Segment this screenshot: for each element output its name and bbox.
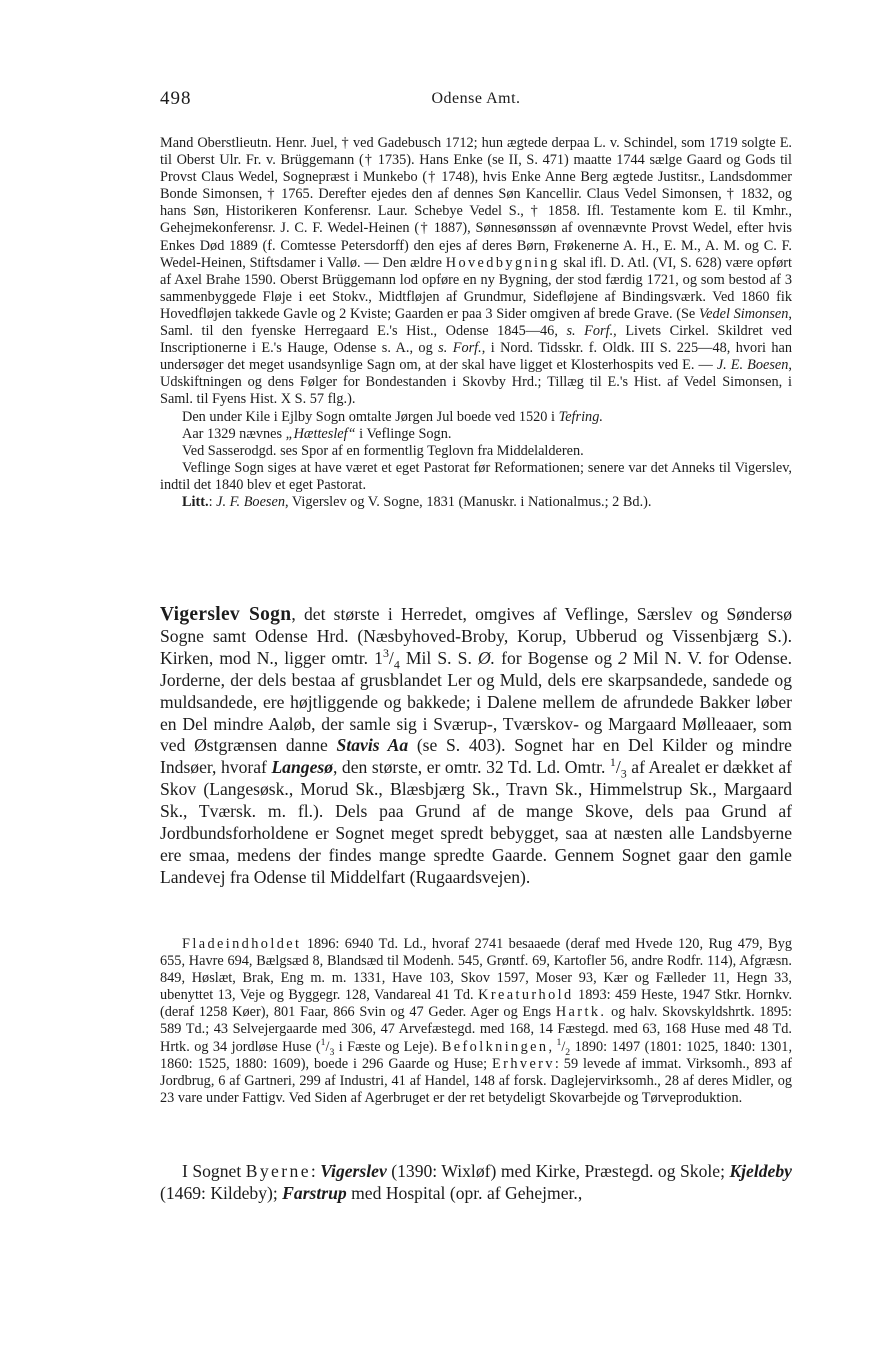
text-run: 1896: 6940 Td. Ld., hvoraf 2741 besaaede (deraf med Hvede 120, Rug 479, Byg 655, Havre 694, Bælgsæd 8, Blandsæd til Modenh. 545, Grøntf. 69, Kartofler 56, andre Rodfr. 114), Afgræsn. 849, Høslæt, Brak, Eng m. m. 1331, Have 103, Skov 1597, Moser 93, Kær og Fælleder 11, Hegn 33, ubenyttet 13, Veje og Byggegr. 128, Vandareal 41 Td.: [160, 936, 792, 1004]
text-run: , i Nord. Tidsskr. f. Oldk. III S. 225—48, hvori han undersøger det meget usandsynlige Sagn om, at der skal have ligget et Klosterhospits ved E. —: [160, 340, 792, 374]
text-run: :: [208, 493, 213, 510]
top-notes-section: [160, 135, 792, 511]
text-run: , Saml. til den fyenske Herregaard E.'s Hist., Odense 1845—46,: [160, 305, 792, 340]
literature-note: [160, 494, 792, 511]
text-run: ,: [548, 1038, 553, 1055]
text-run: 1893: 459 Heste, 1947 Stkr. Hornkv. (deraf 1258 Køer), 801 Faar, 866 Svin og 47 Geder. Ager og Engs: [160, 987, 793, 1021]
fraction-numerator: 1: [556, 1036, 562, 1048]
fraction-numerator: 1: [609, 755, 616, 770]
author-name: J. F. Boesen: [216, 493, 285, 510]
text-run: , Vigerslev og V. Sogne, 1831 (Manuskr. i Nationalmus.; 2 Bd.).: [285, 493, 652, 510]
author-name: J. E. Boesen: [716, 357, 789, 374]
text-run: i Fæste og Leje).: [338, 1038, 438, 1055]
distance-number: 2: [618, 647, 627, 668]
text-run: Mil S. S.: [405, 647, 472, 668]
section-heading: Vigerslev Sogn: [160, 604, 292, 625]
text-run: Mil N. V. for Odense. Jorderne, der dels bestaa af grusblandet Ler og Muld, dels ere skarpsandede, sandede og muldsandede, ere højtliggende og bakkede; i Dalene mellem de afrundede Bakker løber en Del mindre Aaløb, der samle sig i Sværup-, Tværskov- og Margaard Mølleaaer, som ved Østgrænsen danne: [160, 647, 793, 756]
vigerslev-section: [160, 604, 792, 889]
spaced-term: Hovedbygning: [445, 254, 560, 271]
author-name: s. Forf.: [438, 340, 482, 357]
text-run: med Hospital (opr. af Gehejmer.,: [351, 1182, 583, 1203]
fraction-numerator: 3: [382, 645, 389, 660]
spaced-term: Hartk.: [555, 1004, 607, 1021]
text-run: og halv. Skovskyldshrtk. 1895: 589 Td.; 43 Selvejergaarde med 306, 47 Arvefæstegd. med 168, 14 Fæstegd. med 63, 168 Huse med 48 Td. Hrtk. og 34 jordløse Huse (: [160, 1004, 792, 1055]
aar-note: [160, 426, 792, 443]
text-run: : 59 levede af immat. Virksomh., 893 af Jordbrug, 6 af Gartneri, 299 af Industri, 41 af Handel, 148 af forsk. Daglejervirksomh., 28 af deres Midler, og 23 vare under Fattigv. Ved Siden af Agerbruget er der ret betydeligt Skovarbejde og Tørveproduktion.: [160, 1055, 792, 1106]
text-run: (1390: Wixløf) med Kirke, Præstegd. og Skole;: [391, 1161, 725, 1181]
veflinge-note: Veflinge Sogn siges at have været et eget Pastorat før Reformationen; senere var det Anneks til Vigerslev, indtil det 1840 blev et eget Pastorat.: [160, 459, 792, 493]
text-run: Mand Oberstlieutn. Henr. Juel, † ved Gadebusch 1712; hun ægtede derpaa L. v. Schindel, som 1719 solgte E. til Oberst Ulr. Fr. v. Brüggemann († 1735). Hans Enke (se II, S. 471) maatte 1744 sælge Gaard og Gods til Provst Claus Wedel, Sognepræst i Munkebo († 1748), hvis Enke Anne Berg ægtede Justitsr., Landsdommer Bonde Simonsen, † 1765. Derefter ejedes den af dennes Søn Kancellir. Claus Vedel Simonsen, † 1832, og hans Søn, Historikeren Konferensr. Laur. Schebye Vedel S., † 1858. Ifl. Testamente kom E. til Kmhr., Gehejmekonferensr. J. C. F. Wedel-Heinen († 1887), Sønnesønssøn af ovennævnte Provst Wedel, efter hvis Enkes Død 1889 (f. Comtesse Petersdorff) den ejes af deres Børn, Frøkenerne A. H., E. M., A. M. og C. F. Wedel-Heinen, Stiftsdamer i Vallø. — Den ældre: [160, 135, 792, 271]
sasserod-note: Ved Sasserodgd. ses Spor af en formentlig Teglovn fra Middelalderen.: [182, 442, 584, 459]
literature-label: Litt.: [182, 493, 209, 510]
statistics-paragraph: Fladeindholdet 1896: 6940 Td. Ld., hvoraf 2741 besaaede (deraf med Hvede 120, Rug 479, Byg 655, Havre 694, Bælgsæd 8, Blandsæd til Modenh. 545, Grøntf. 69, Kartofler 56, andre Rodfr. 114), Afgræsn. 849, Høslæt, Brak, Eng m. m. 1331, Have 103, Skov 1597, Moser 93, Kær og Fælleder 11, Hegn 33, ubenyttet 13, Veje og Byggegr. 128, Vandareal 41 Td. Kreaturhold 1893: 459 Heste, 1947 Stkr. Hornkv. (deraf 1258 Køer), 801 Faar, 866 Svin og 47 Geder. Ager og Engs Hartk. og halv. Skovskyldshrtk. 1895: 589 Td.; 43 Selvejergaarde med 306, 47 Arvefæstegd. med 168, 14 Fæstegd. med 63, 168 Huse med 48 Td. Hrtk. og 34 jordløse Huse ($^1/_3$ i Fæste og Leje). Befolkningen, $^1/_2$ 1890: 1497 (1801: 1025, 1840: 1301, 1860: 1525, 1880: 1609), boede i 296 Gaarde og Huse; Erhverv: 59 levede af immat. Virksomh., 893 af Jordbrug, 6 af Gartneri, 299 af Industri, 41 af Handel, 148 af forsk. Daglejervirksomh., 28 af deres Midler, og 23 vare under Fattigv. Ved Siden af Agerbruget er der ret betydeligt Skovarbejde og Tørveproduktion.: [160, 936, 793, 1106]
text-run: skal ifl. D. Atl. (VI, S. 628) være opført af Axel Brahe 1590. Oberst Brüggemann lod opføre en ny Bygning, der stod færdig 1721, og som bestod af 3 sammenbyggede Fløje i eet Stokv., Midtfløjen af Grundmur, Sidefløjene af Bindingsværk. Ved 1860 fik Hovedfløjen takkede Gavle og 2 Kviste; Gaarden er paa 3 Sider omgiven af brede Grave. (Se: [160, 254, 792, 322]
place-name: „Hætteslef“: [285, 425, 356, 442]
place-name: Kjeldeby: [729, 1161, 792, 1181]
spaced-term: Fladeindholdet: [182, 936, 302, 952]
estate-history-paragraph: [160, 135, 792, 409]
kile-note: [160, 409, 792, 426]
villages-paragraph: [160, 1161, 792, 1205]
text-run: I Sognet: [182, 1161, 242, 1181]
text-run: 1890: 1497 (1801: 1025, 1840: 1301, 1860: 1525, 1880: 1609), boede i 296 Gaarde og Huse;: [160, 1038, 793, 1072]
fraction-denominator: 2: [565, 1046, 571, 1058]
spaced-term: Kreaturhold: [478, 987, 574, 1004]
spaced-term: Byerne: [245, 1161, 311, 1181]
fraction-denominator: 3: [620, 766, 627, 781]
villages-section: [160, 1161, 792, 1205]
text-run: (se S. 403). Sognet har en Del Kilder og mindre Indsøer, hvoraf: [160, 735, 792, 778]
text-run: , det største i Herredet, omgives af Veflinge, Særslev og Søndersø Sogne samt Odense Hrd. (Næsbyhoved-Broby, Korup, Ubberud og Vissenbjærg S.). Kirken, mod N., ligger omtr. 1: [160, 604, 792, 668]
fraction-numerator: 1: [320, 1036, 326, 1048]
place-name: Langesø: [271, 757, 334, 778]
place-name: Farstrup: [282, 1182, 347, 1203]
running-title: Odense Amt.: [431, 90, 521, 107]
text-run: Den under Kile i Ejlby Sogn omtalte Jørgen Jul boede ved 1520 i: [182, 408, 555, 425]
spaced-term: Befolkningen: [441, 1038, 549, 1055]
spaced-term: Erhverv: [492, 1055, 555, 1072]
direction-abbrev: Ø.: [477, 647, 496, 668]
text-run: af Arealet er dækket af Skov (Langesøsk., Morud Sk., Blæsbjærg Sk., Travn Sk., Himmelstrup Sk., Margaard Sk., Tværsk. m. fl.). Dels paa Grund af de mange Skove, dels paa Grund af Jordbundsforholdene er Sognet meget spredt bebygget, saa at næsten alle Landsbyerne ere smaa, medens der findes mange spredte Gaarde. Gennem Sognet gaar den gamle Landevej fra Odense til Middelfart (Rugaardsvejen).: [160, 757, 793, 887]
text-run: i Veflinge Sogn.: [359, 425, 452, 442]
place-name: Vigerslev: [320, 1161, 387, 1181]
place-name: Stavis Aa: [336, 735, 409, 756]
text-run: , Udskiftningen og dens Følger for Bondestanden i Skovby Hrd.; Tillæg til E.'s Hist. af Vedel Simonsen, i Saml. til Fyens Hist. X S. 57 flg.).: [160, 357, 792, 408]
text-run: :: [310, 1161, 316, 1181]
page-header: [160, 88, 792, 112]
place-name: Tefring.: [558, 408, 603, 425]
text-run: , Livets Cirkel. Skildret ved Inscriptionerne i E.'s Hauge, Odense s. A., og: [160, 323, 792, 357]
fraction-denominator: 4: [393, 657, 400, 672]
text-run: Aar 1329 nævnes: [182, 425, 283, 442]
fraction-denominator: 3: [329, 1046, 335, 1058]
text-run: , den største, er omtr. 32 Td. Ld. Omtr.: [333, 757, 606, 778]
page-number: 498: [160, 88, 192, 109]
text-run: for Bogense og: [501, 647, 612, 668]
author-name: Vedel Simonsen: [698, 305, 789, 322]
vigerslev-paragraph: Vigerslev Sogn, det største i Herredet, omgives af Veflinge, Særslev og Søndersø Sogne samt Odense Hrd. (Næsbyhoved-Broby, Korup, Ubberud og Vissenbjærg S.). Kirken, mod N., ligger omtr. $1^3/_4$ Mil S. S. Ø. for Bogense og 2 Mil N. V. for Odense. Jorderne, der dels bestaa af grusblandet Ler og Muld, dels ere skarpsandede, sandede og muldsandede, ere højtliggende og bakkede; i Dalene mellem de afrundede Bakker løber en Del mindre Aaløb, der samle sig i Sværup-, Tværskov- og Margaard Mølleaaer, som ved Østgrænsen danne Stavis Aa (se S. 403). Sognet har en Del Kilder og mindre Indsøer, hvoraf Langesø, den største, er omtr. 32 Td. Ld. Omtr. $^1/_3$ af Arealet er dækket af Skov (Langesøsk., Morud Sk., Blæsbjærg Sk., Travn Sk., Himmelstrup Sk., Margaard Sk., Tværsk. m. fl.). Dels paa Grund af de mange Skove, dels paa Grund af Jordbundsforholdene er Sognet meget spredt bebygget, saa at næsten alle Landsbyerne ere smaa, medens der findes mange spredte Gaarde. Gennem Sognet gaar den gamle Landevej fra Odense til Middelfart (Rugaardsvejen).: [160, 604, 793, 887]
statistics-section: [160, 936, 792, 1107]
text-run: (1469: Kildeby);: [160, 1182, 278, 1203]
author-name: s. Forf.: [566, 323, 614, 340]
